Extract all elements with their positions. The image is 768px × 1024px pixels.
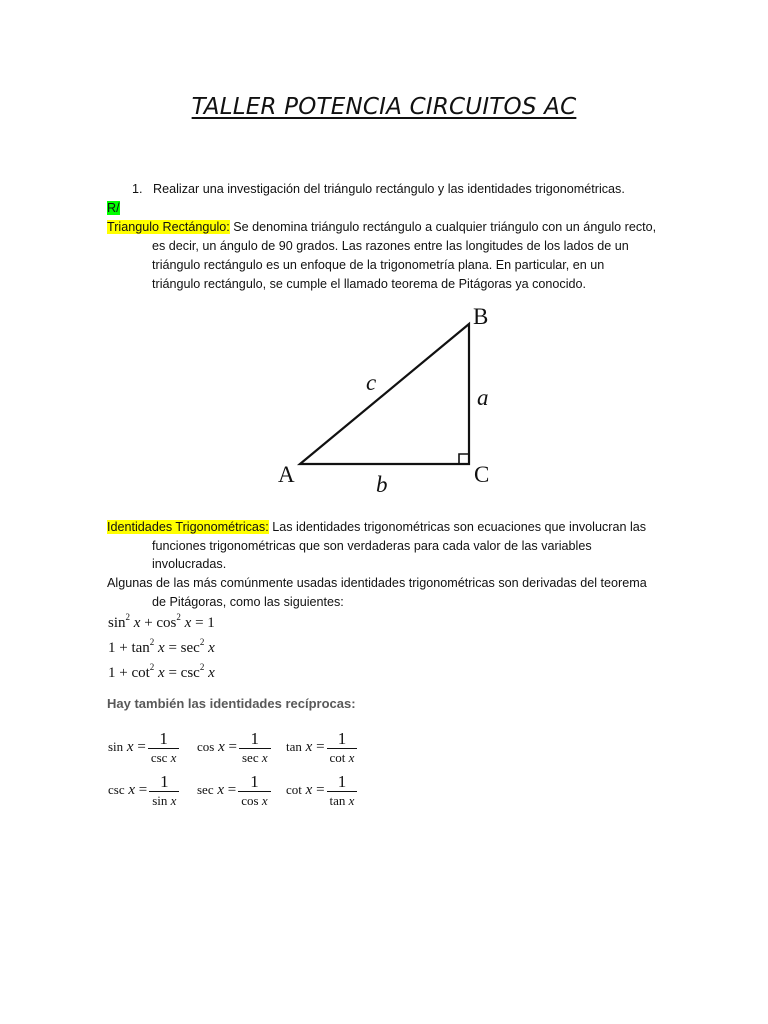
reciprocal-heading: Hay también las identidades recíprocas: bbox=[107, 696, 356, 711]
side-b-label: b bbox=[376, 472, 388, 497]
right-angle-marker bbox=[459, 454, 469, 464]
side-a-label: a bbox=[477, 385, 489, 410]
question-text: Realizar una investigación del triángulo rectángulo y las identidades trigonométricas. bbox=[153, 182, 625, 196]
side-c-label: c bbox=[366, 370, 377, 395]
vertex-a-label: A bbox=[278, 462, 295, 487]
identidades-term: Identidades Trigonométricas: bbox=[107, 520, 269, 534]
identidades-line4: Algunas de las más comúnmente usadas identidades trigonométricas son derivadas del teorema bbox=[107, 576, 647, 590]
reciprocal-sin: sin x = $\frac{1}{\text{csc x}}$ bbox=[108, 729, 181, 766]
identidades-line5: de Pitágoras, como las siguientes: bbox=[152, 595, 344, 609]
triangulo-paragraph-line1 bbox=[107, 218, 656, 237]
question-number: 1. bbox=[132, 182, 143, 196]
triangle-outline bbox=[300, 324, 469, 464]
identity-sin-cos: $\sin^2 x + \cos^2 x = 1$ bbox=[108, 612, 215, 631]
triangulo-term: Triangulo Rectángulo: bbox=[107, 220, 230, 234]
triangulo-line1: Se denomina triángulo rectángulo a cualquier triángulo con un ángulo recto, bbox=[233, 220, 657, 234]
reciprocal-sec: sec x = $\frac{1}{\text{cos x}}$ bbox=[197, 772, 273, 809]
identidades-line1: Las identidades trigonométricas son ecuaciones que involucran las bbox=[272, 520, 647, 534]
vertex-b-label: B bbox=[473, 304, 489, 329]
triangulo-line3: triángulo rectángulo es un enfoque de la trigonometría plana. En particular, en un bbox=[152, 258, 605, 272]
identidades-line2: funciones trigonométricas que son verdaderas para cada valor de las variables bbox=[152, 539, 592, 553]
identidades-line3: involucradas. bbox=[152, 557, 227, 571]
triangulo-line4: triángulo rectángulo, se cumple el llamado teorema de Pitágoras ya conocido. bbox=[152, 277, 587, 291]
identidades-paragraph-line1 bbox=[107, 518, 646, 537]
triangulo-line2: es decir, un ángulo de 90 grados. Las razones entre las longitudes de los lados de un bbox=[152, 239, 629, 253]
right-triangle-figure bbox=[270, 298, 510, 504]
document-title: TALLER POTENCIA CIRCUITOS AC bbox=[191, 94, 577, 120]
vertex-c-label: C bbox=[474, 462, 490, 487]
reciprocal-cos: cos x = $\frac{1}{\text{sec x}}$ bbox=[197, 729, 273, 766]
reciprocal-tan: tan x = $\frac{1}{\text{cot x}}$ bbox=[286, 729, 359, 766]
reciprocal-csc: csc x = $\frac{1}{\text{sin x}}$ bbox=[108, 772, 181, 809]
reciprocal-cot: cot x = $\frac{1}{\text{tan x}}$ bbox=[286, 772, 359, 809]
identity-tan-sec: $1 + \tan^2 x = \sec^2 x$ bbox=[108, 637, 215, 656]
answer-label bbox=[107, 199, 120, 218]
identity-cot-csc: $1 + \cot^2 x = \csc^2 x$ bbox=[108, 662, 215, 681]
answer-label-text: R/ bbox=[107, 201, 120, 215]
